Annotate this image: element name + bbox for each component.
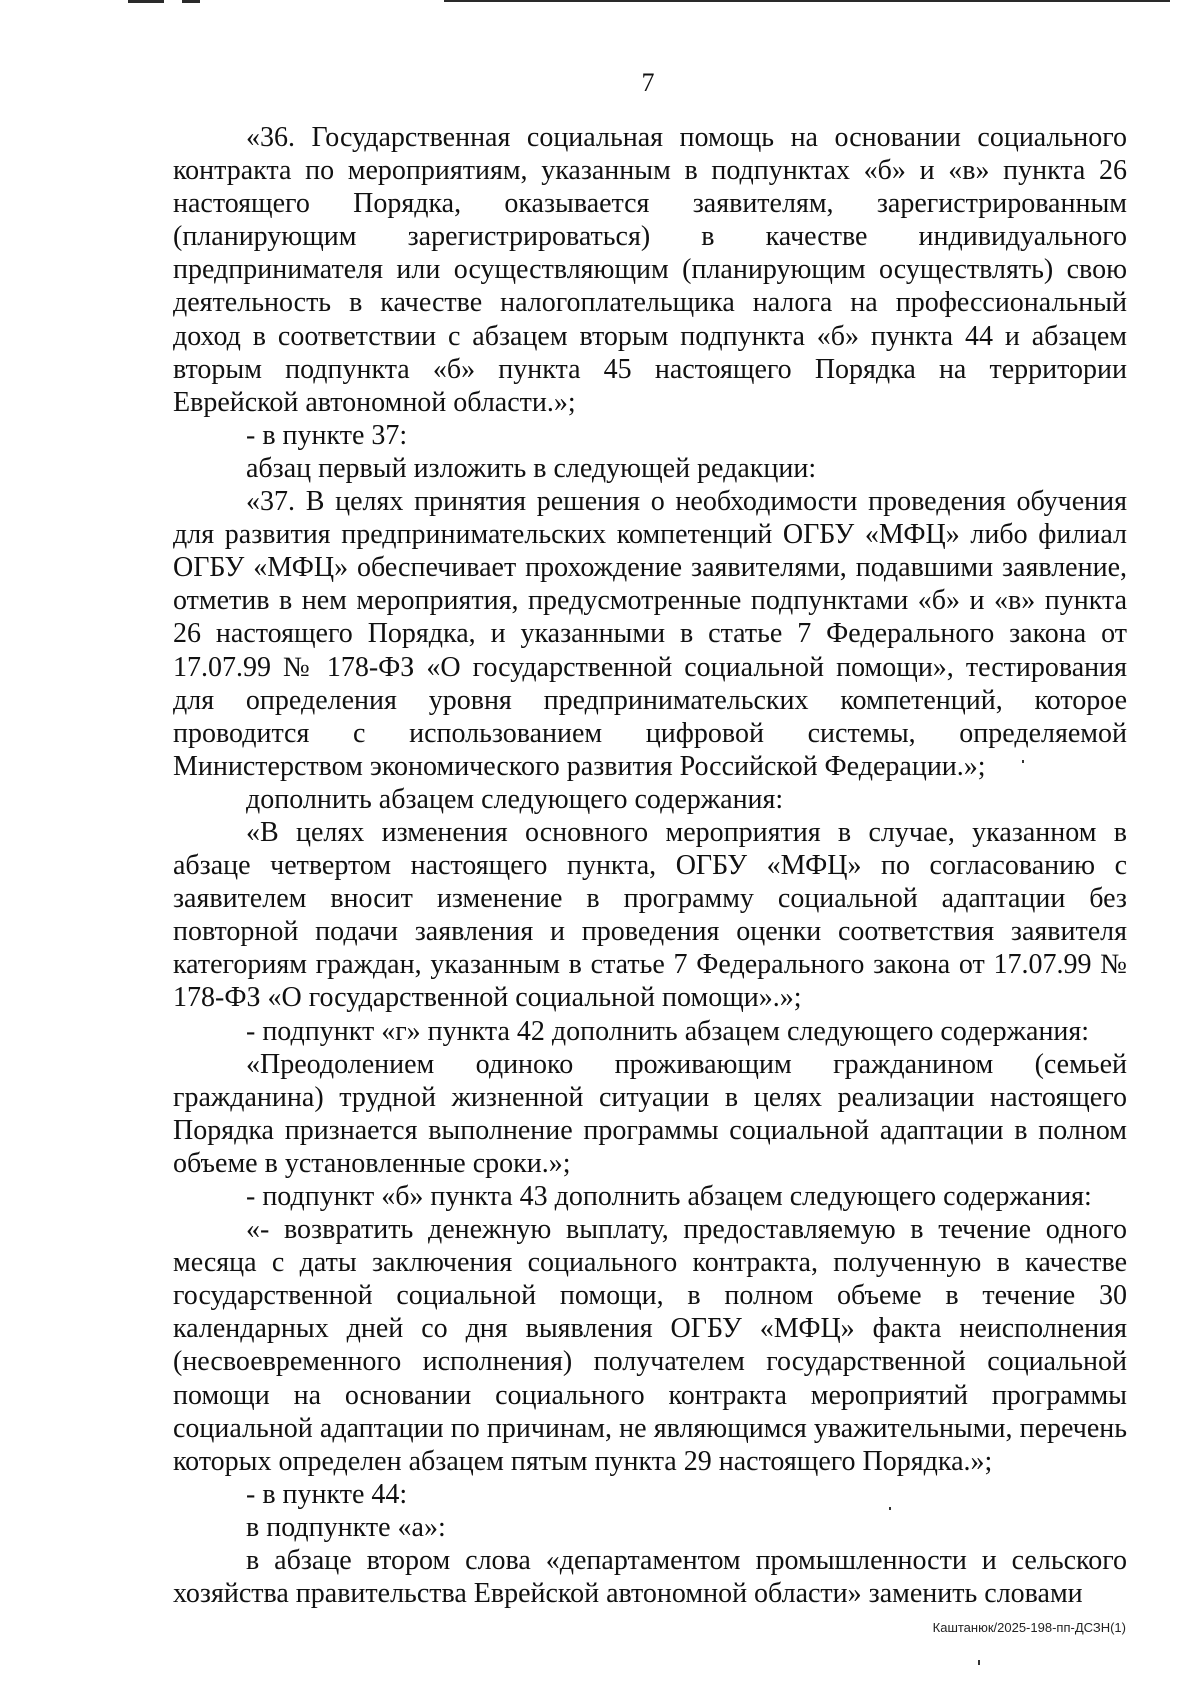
document-body xyxy=(173,121,1127,1610)
paragraph-36: «36. Государственная социальная помощь на основании социального контракта по мероприятиям, указанным в подпунктах «б» и «в» пункта 26 настоящего Порядка, оказывается заявителям, зарегистрированным (планирующим зарегистрироваться) в качестве индивидуального предпринимателя или осуществляющим (планирующим осуществлять) свою деятельность в качестве налогоплательщика налога на профессиональный доход в соответствии с абзацем вторым подпункта «б» пункта 44 и абзацем вторым подпункта «б» пункта 45 настоящего Порядка на территории Еврейской автономной области.»; xyxy=(173,122,1127,418)
paragraph-37: «37. В целях принятия решения о необходимости проведения обучения для развития предпринимательских компетенций ОГБУ «МФЦ» либо филиал ОГБУ «МФЦ» обеспечивает прохождение заявителями, подавшими заявление, отметив в нем мероприятия, предусмотренные подпунктами «б» и «в» пункта 26 настоящего Порядка, и указанными в статье 7 Федерального закона от 17.07.99 № 178-ФЗ «О государственной социальной помощи», тестирования для определения уровня предпринимательских компетенций, которое проводится с использованием цифровой системы, определяемой Министерством экономического развития Российской Федерации.»; xyxy=(173,486,1127,782)
paragraph-first-abzac-instruction: абзац первый изложить в следующей редакции: xyxy=(246,452,817,484)
paragraph-replace-words: в абзаце втором слова «департаментом промышленности и сельского хозяйства правительства Еврейской автономной области» заменить словами xyxy=(173,1545,1127,1610)
paragraph-overcoming-situation: «Преодолением одиноко проживающим гражданином (семьей гражданина) трудной жизненной ситуации в целях реализации настоящего Порядка признается выполнение программы социальной адаптации в полном объеме в установленные сроки.»; xyxy=(173,1048,1127,1179)
paragraph-subpoint-a-heading: в подпункте «а»: xyxy=(246,1511,446,1543)
paragraph-return-payment: «- возвратить денежную выплату, предоставляемую в течение одного месяца с даты заключения социального контракта, полученную в качестве государственной социальной помощи, в полном объеме в течение 30 календарных дней со дня выявления ОГБУ «МФЦ» факта неисполнения (несвоевременного исполнения) получателем государственной социальной помощи на основании социального контракта мероприятий программы социальной адаптации по причинам, не являющимся уважительными, перечень которых определен абзацем пятым пункта 29 настоящего Порядка.»; xyxy=(173,1214,1127,1477)
page-number: 7 xyxy=(641,68,655,97)
paragraph-point-37-heading: - в пункте 37: xyxy=(246,419,408,451)
paragraph-add-abzac-instruction: дополнить абзацем следующего содержания: xyxy=(246,783,784,815)
scan-edge-mark xyxy=(182,0,200,3)
scan-speck xyxy=(978,1660,980,1665)
scan-edge-mark xyxy=(444,0,1170,2)
document-reference-code: Каштанюк/2025-198-пп-ДСЗН(1) xyxy=(932,1620,1126,1635)
scan-speck xyxy=(1022,760,1024,763)
paragraph-point-42-instruction: - подпункт «г» пункта 42 дополнить абзацем следующего содержания: xyxy=(246,1015,1090,1047)
paragraph-point-44-heading: - в пункте 44: xyxy=(246,1478,408,1510)
scan-speck xyxy=(889,1507,891,1510)
scan-edge-mark xyxy=(128,0,164,3)
paragraph-mfc-change: «В целях изменения основного мероприятия в случае, указанном в абзаце четвертом настоящего пункта, ОГБУ «МФЦ» по согласованию с заявителем вносит изменение в программу социальной адаптации без повторной подачи заявления и проведения оценки соответствия заявителя категориям граждан, указанным в статье 7 Федерального закона от 17.07.99 № 178-ФЗ «О государственной социальной помощи».»; xyxy=(173,816,1127,1014)
paragraph-point-43-instruction: - подпункт «б» пункта 43 дополнить абзацем следующего содержания: xyxy=(246,1181,1092,1212)
